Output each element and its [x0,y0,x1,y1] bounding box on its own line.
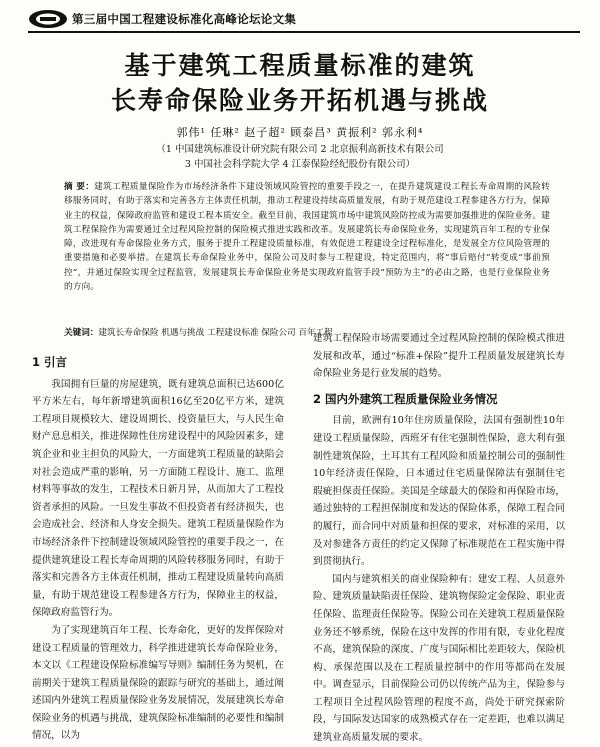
conference-logo-icon [28,9,68,29]
paper-title-line-1: 基于建筑工程质量标准的建筑 [124,51,476,80]
abstract-label: 摘 要： [64,182,95,192]
section-heading-intro: 1 引言 [32,355,68,369]
affiliation-line-2: 3 中国社会科学院大学 4 江泰保险经纪股份有限公司） [184,159,416,170]
affiliation-line-1: （1 中国建筑标准设计研究院有限公司 2 北京振利高新技术有限公司 [156,144,444,155]
keywords-label: 关键词： [64,328,99,338]
paper-title-line-2: 长寿命保险业务开拓机遇与挑战 [110,86,489,115]
right-column [313,330,565,744]
running-header [28,8,576,30]
abstract [64,180,550,294]
author-list: 郭伟¹ 任琳² 赵子超² 顾泰昌³ 黄振利² 郭永利⁴ [176,126,424,139]
section2-paragraph-2: 国内与建筑相关的商业保险种有：建安工程、人员意外险、建筑质量缺陷责任保险、建筑物保险定金保险、职业责任保险、监理责任保险等。保险公司在关建筑工程质量保险业务还不够系统，保险在这中发挥的作用有限，专业化程度不高，建筑保险的深度、广度与国际相比差距较大，保险机构、承保范围以及在工程质量控制中的作用等都尚在发展中。调查显示，目前保险公司仍以传统产品为主，保险参与工程项目全过程风险管理的程度不高，尚处于研究探索阶段，与国际发达国家的成熟模式存在一定差距，也难以满足建筑业高质量发展的要求。 [313,573,565,744]
intro-paragraph-2: 为了实现建筑百年工程、长寿命化，更好的发挥保险对建设工程质量的管理效力，科学推进建筑长寿命保险业务，本文以《工程建设保险标准编写导则》编制任务为契机，在前期关于建筑工程质量保险的跟踪与研究的基础上，通过阐述国内外建筑工程质量保险业务发展情况，发展建筑长寿命保险业务的机遇与挑战，建筑保险标准编制的必要性和编制情况，以为 [32,624,284,742]
section2-paragraph-1: 目前，欧洲有10年住房质量保险，法国有强制性10年建设工程质量保险，西班牙有住宅强制性保险，意大利有强制性建筑保险，土耳其有工程风险和质量控制公司的强制性10年经济责任保险，日本通过住宅质量保障法有强制住宅瑕疵担保责任保险。美国是全球最大的保险和再保险市场，通过独特的工程担保制度和发达的保险体系，保障工程合同的履行，而合同中对质量和担保的要求，对标准的采用，以及对参建各方责任的约定又保障了标准规范在工程实施中得到贯彻执行。 [313,415,565,568]
left-column [32,346,284,742]
section-heading-domestic-foreign: 2 国内外建筑工程质量保险业务情况 [313,391,498,406]
abstract-text: 建筑工程质量保险作为市场经济条件下建设领域风险管控的重要手段之一，在提升建筑建设工程长寿命周期的风险转移服务同时，有助于落实和完善各方主体责任机制，推动工程建设持续高质量发展，有助于规范建设工程参建各方行为，保障业主的权益，保障政府监管和建设工程本质安全。截至目前，我国建筑市场中建筑风险防控成为需要加强推进的保险业务。建筑工程保险作为需要通过全过程风险控制的保险模式推进实践和改革。发展建筑长寿命保险业务，实现建筑百年工程的专业保障，改进现有寿命保险业务方式，服务于提升工程建设质量标准，有效促进工程建设全过程标准化，是发展全方位风险管理的重要措施和必要举措。在建筑长寿命保险业务中，保险公司及时参与工程建设，特定范围内，将“事后赔付”转变成“事前预控”，并通过保险实现全过程监管，发展建筑长寿命保险业务是实现政府监管手段“预防为主”的必由之路，也是行业保险业务的方向。 [64,182,551,293]
keywords-text: 建筑长寿命保险 机遇与挑战 工程建设标准 保险公司 百年工程 [98,328,333,338]
header-divider [28,31,580,33]
right-paragraph-continuation: 建筑工程保险市场需要通过全过程风险控制的保险模式推进发展和改革，通过“标准+保险”提升工程质量发展建筑长寿命保险业务是行业发展的趋势。 [313,333,565,380]
header-text: 第三届中国工程建设标准化高峰论坛论文集 [72,12,297,26]
intro-paragraph-1: 我国拥有巨量的房屋建筑，既有建筑总面积已达600亿平方米左右，每年新增建筑面积16亿至20亿平方米，建筑工程项目规模较大、建设周期长、投资量巨大，与人民生命财产息息相关，推进保障性住房建设程中的风险因素多，建筑企业和业主担负的风险大，一方面建筑工程质量的缺陷会对社会造成严重的影响，另一方面随工程设计、施工、监理材料等事故的发生，工程技术日新月异，从而加大了工程投资者承担的风险。一旦发生事故不但投资者有经济损失，也会造成社会、经济和人身安全损失。建筑工程质量保险作为市场经济条件下控制建设领域风险管控的重要手段之一，在提供建筑建设工程长寿命周期的风险转移服务同时，有助于落实和完善各方主体责任机制，推动工程建设质量转向高质量，有助于规范建设工程参建各方行为，保障业主的权益，保障政府监管行为。 [32,378,284,619]
